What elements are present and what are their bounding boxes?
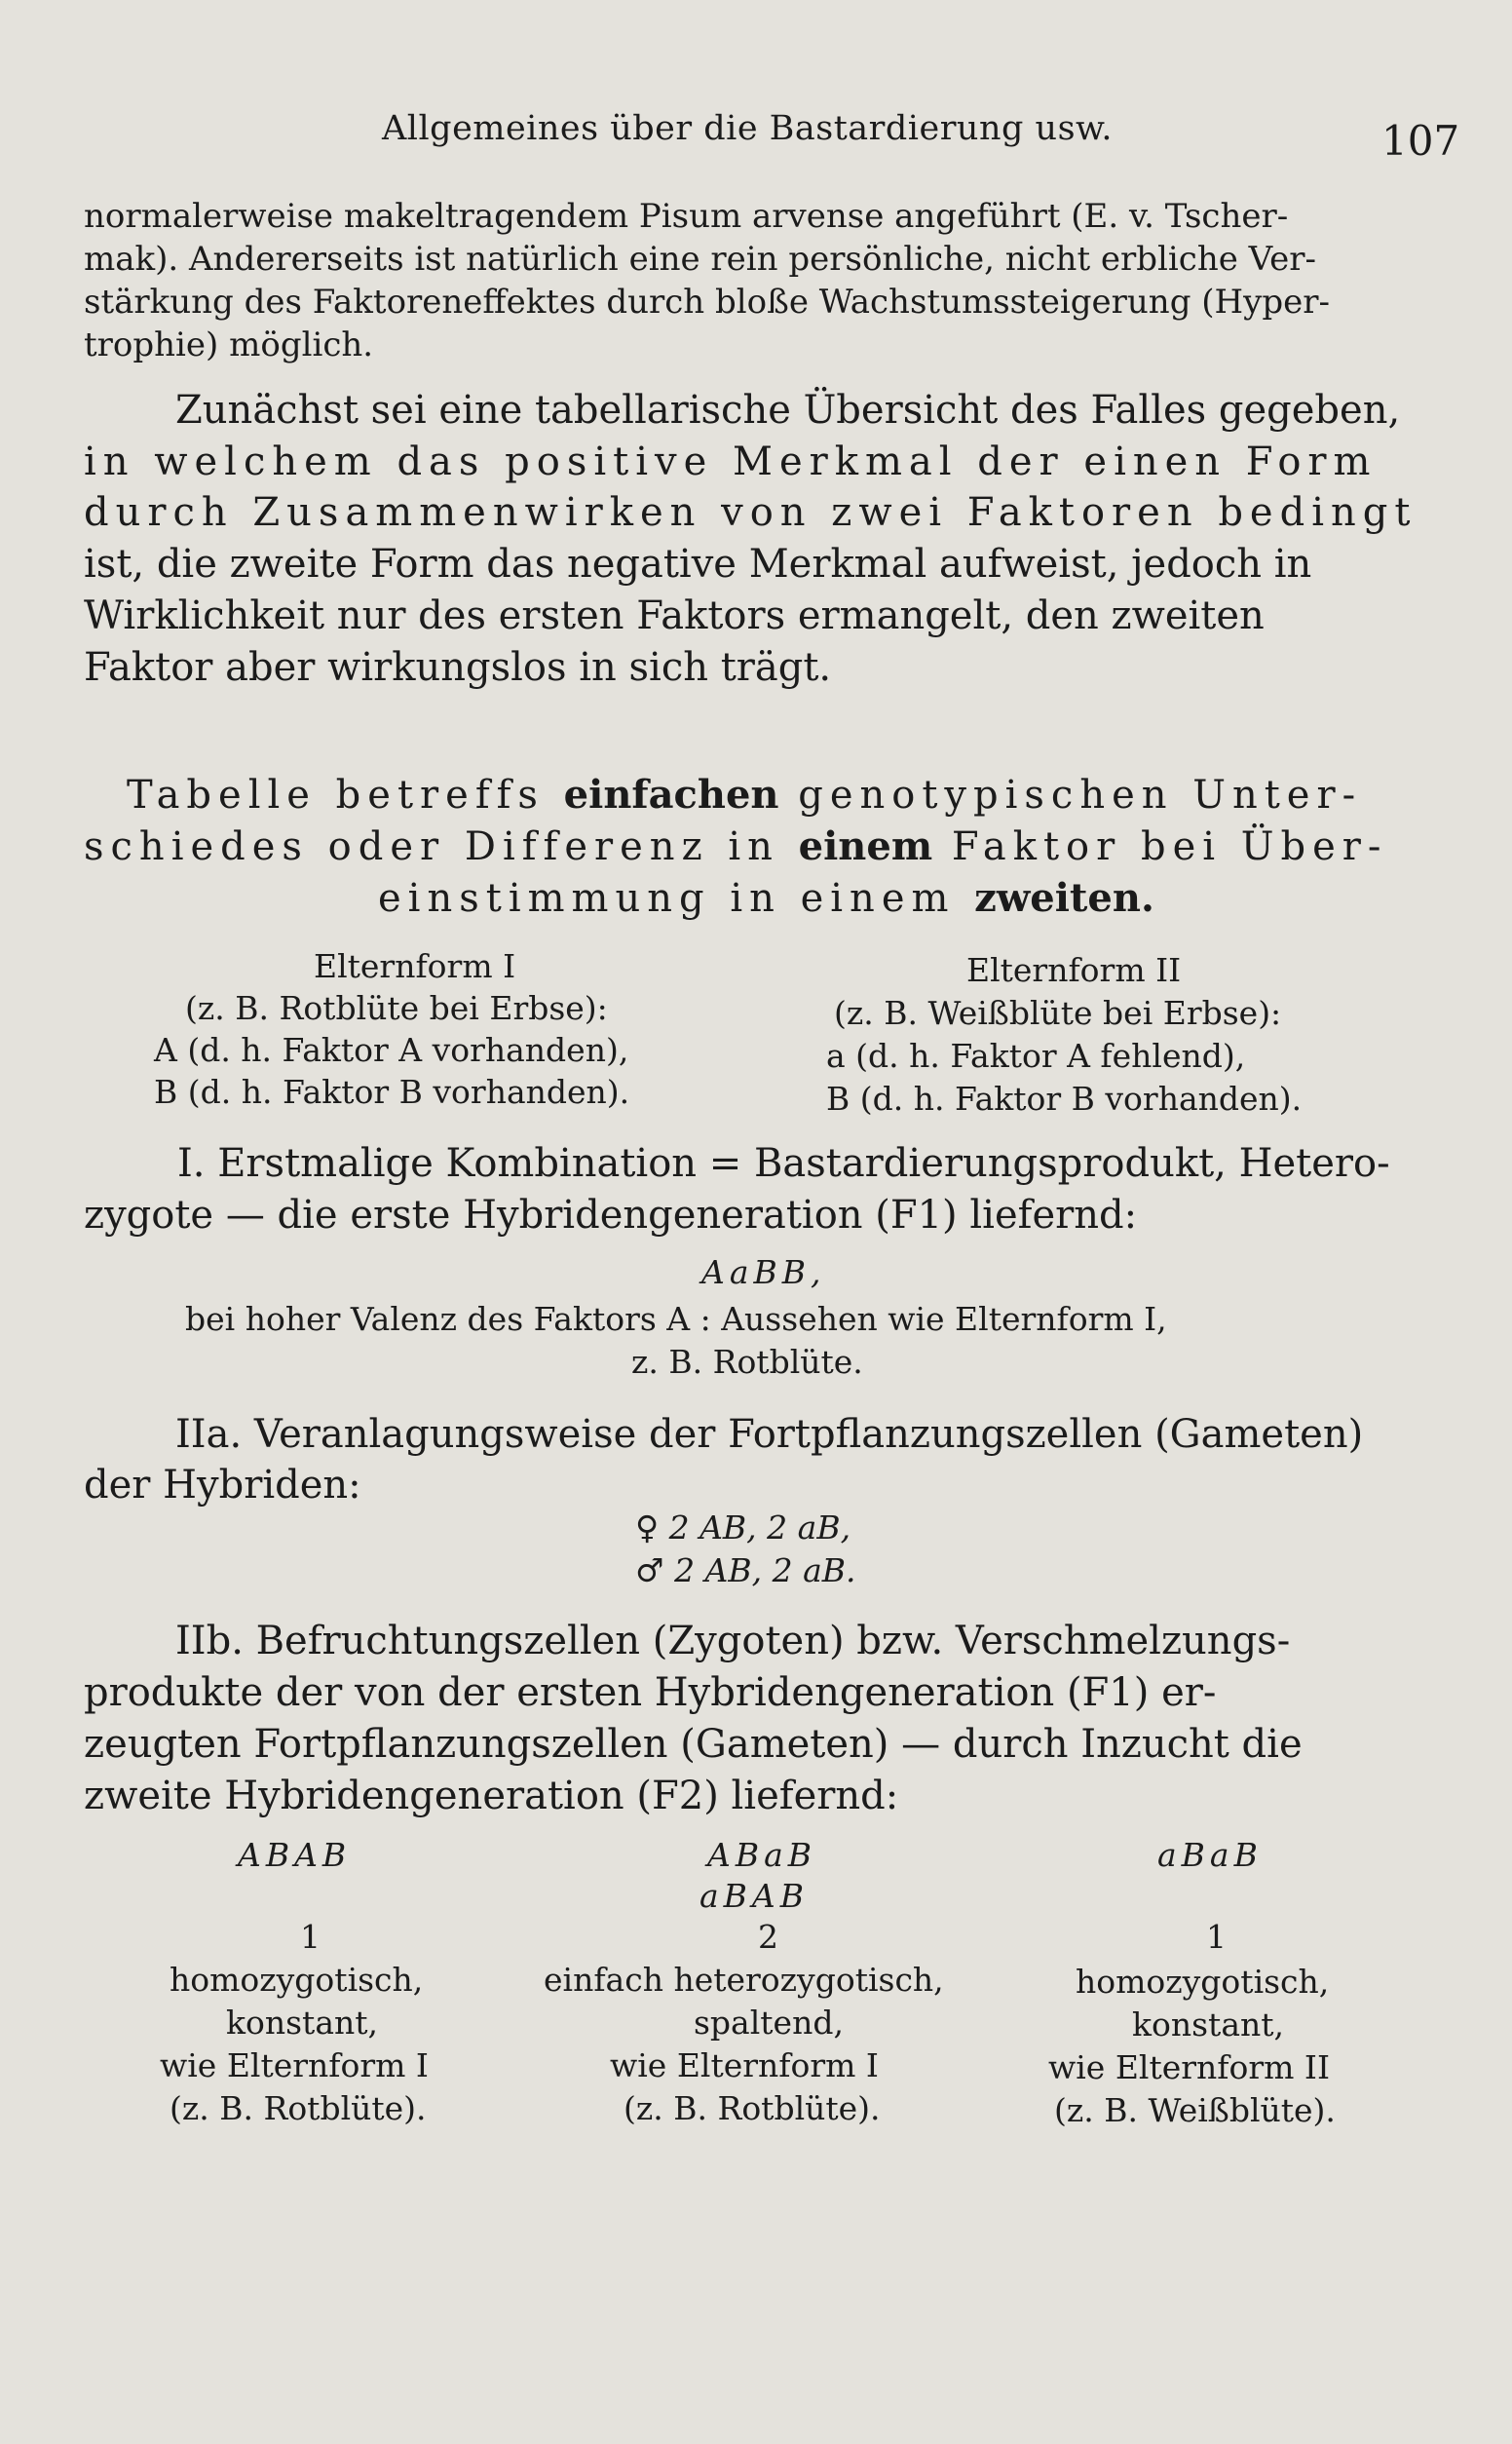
table-title-line-1 [127, 770, 1362, 821]
f2-genotype: ABaB [707, 1836, 817, 1874]
f2-description: (z. B. Weißblüte). [1054, 2091, 1336, 2129]
title-text: Faktor bei Über- [932, 824, 1388, 869]
male-gametes: ♂ 2 AB, 2 aB. [635, 1551, 856, 1589]
table-title-line-3 [378, 873, 1154, 924]
title-bold: einem [798, 823, 933, 869]
f2-count: 2 [758, 1918, 778, 1956]
f2-description: wie Elternform II [1048, 2048, 1330, 2086]
running-header: Allgemeines über die Bastardierung usw. [382, 109, 1113, 148]
f2-description: homozygotisch, [1076, 1963, 1330, 2001]
parent-left-title: Elternform I [314, 947, 516, 985]
section2b-line-4: zweite Hybridengeneration (F2) liefernd: [84, 1774, 899, 1818]
intro-line-4: trophie) möglich. [84, 325, 374, 364]
f2-description: spaltend, [694, 2004, 844, 2042]
section1-line-1: I. Erstmalige Kombination = Bastardierungsprodukt, Hetero- [177, 1141, 1390, 1186]
parent-right-line: B (d. h. Faktor B vorhanden). [826, 1080, 1303, 1118]
para2-line-2: in welchem das positive Merkmal der einen Form [84, 439, 1378, 484]
intro-line-3: stärkung des Faktoreneffektes durch bloße Wachstumssteigerung (Hyper- [84, 283, 1331, 322]
parent-left-line: B (d. h. Faktor B vorhanden). [154, 1073, 630, 1111]
f2-count: 1 [300, 1918, 321, 1956]
parent-right-line: (z. B. Weißblüte bei Erbse): [834, 994, 1282, 1032]
section2b-line-1: IIb. Befruchtungszellen (Zygoten) bzw. Verschmelzungs- [175, 1619, 1291, 1663]
table-title-line-2 [84, 821, 1387, 872]
para2-line-4: ist, die zweite Form das negative Merkmal aufweist, jedoch in [84, 542, 1312, 587]
para2-line-5: Wirklichkeit nur des ersten Faktors ermangelt, den zweiten [84, 593, 1265, 638]
parent-right-title: Elternform II [966, 951, 1182, 989]
f2-description: einfach heterozygotisch, [544, 1961, 944, 1999]
section2b-line-2: produkte der von der ersten Hybridengeneration (F1) er- [84, 1670, 1217, 1715]
title-text: schiedes oder Differenz in [84, 824, 799, 869]
intro-line-1: normalerweise makeltragendem Pisum arvense angeführt (E. v. Tscher- [84, 197, 1289, 236]
f2-description: wie Elternform I [160, 2046, 429, 2084]
para2-line-3: durch Zusammenwirken von zwei Faktoren bedingt [84, 490, 1418, 535]
section2a-line-1: IIa. Veranlagungsweise der Fortpflanzungszellen (Gameten) [175, 1412, 1364, 1457]
page-number: 107 [1381, 117, 1460, 165]
f2-description: konstant, [226, 2004, 378, 2042]
title-text: einstimmung in einem [378, 876, 975, 921]
parent-left-line: A (d. h. Faktor A vorhanden), [154, 1031, 629, 1069]
f2-description: homozygotisch, [170, 1961, 424, 1999]
title-text: genotypischen Unter- [778, 773, 1363, 818]
section1-note: z. B. Rotblüte. [631, 1343, 863, 1381]
f2-count: 1 [1206, 1918, 1227, 1956]
f2-genotype: aBaB [1157, 1836, 1263, 1874]
section1-note: bei hoher Valenz des Faktors A : Aussehen wie Elternform I, [185, 1300, 1167, 1338]
f1-formula: AaBB, [701, 1253, 826, 1291]
f2-description: wie Elternform I [610, 2046, 879, 2084]
f2-genotype: ABAB [238, 1836, 352, 1874]
section2a-line-2: der Hybriden: [84, 1463, 361, 1508]
f2-genotype: aBAB [699, 1877, 810, 1915]
f2-description: (z. B. Rotblüte). [170, 2089, 427, 2127]
section1-line-2: zygote — die erste Hybridengeneration (F1) liefernd: [84, 1193, 1138, 1238]
title-bold: zweiten. [974, 875, 1154, 921]
parent-left-line: (z. B. Rotblüte bei Erbse): [185, 989, 608, 1027]
title-text: Tabelle betreffs [127, 773, 564, 818]
female-gametes: ♀ 2 AB, 2 aB, [635, 1508, 851, 1547]
parent-right-line: a (d. h. Faktor A fehlend), [826, 1037, 1246, 1075]
section2b-line-3: zeugten Fortpflanzungszellen (Gameten) — durch Inzucht die [84, 1722, 1303, 1767]
para2-line-1: Zunächst sei eine tabellarische Übersicht des Falles gegeben, [175, 388, 1401, 433]
f2-description: (z. B. Rotblüte). [624, 2089, 881, 2127]
intro-line-2: mak). Andererseits ist natürlich eine rein persönliche, nicht erbliche Ver- [84, 240, 1316, 279]
title-bold: einfachen [563, 772, 779, 818]
para2-line-6: Faktor aber wirkungslos in sich trägt. [84, 645, 832, 690]
f2-description: konstant, [1132, 2005, 1284, 2043]
